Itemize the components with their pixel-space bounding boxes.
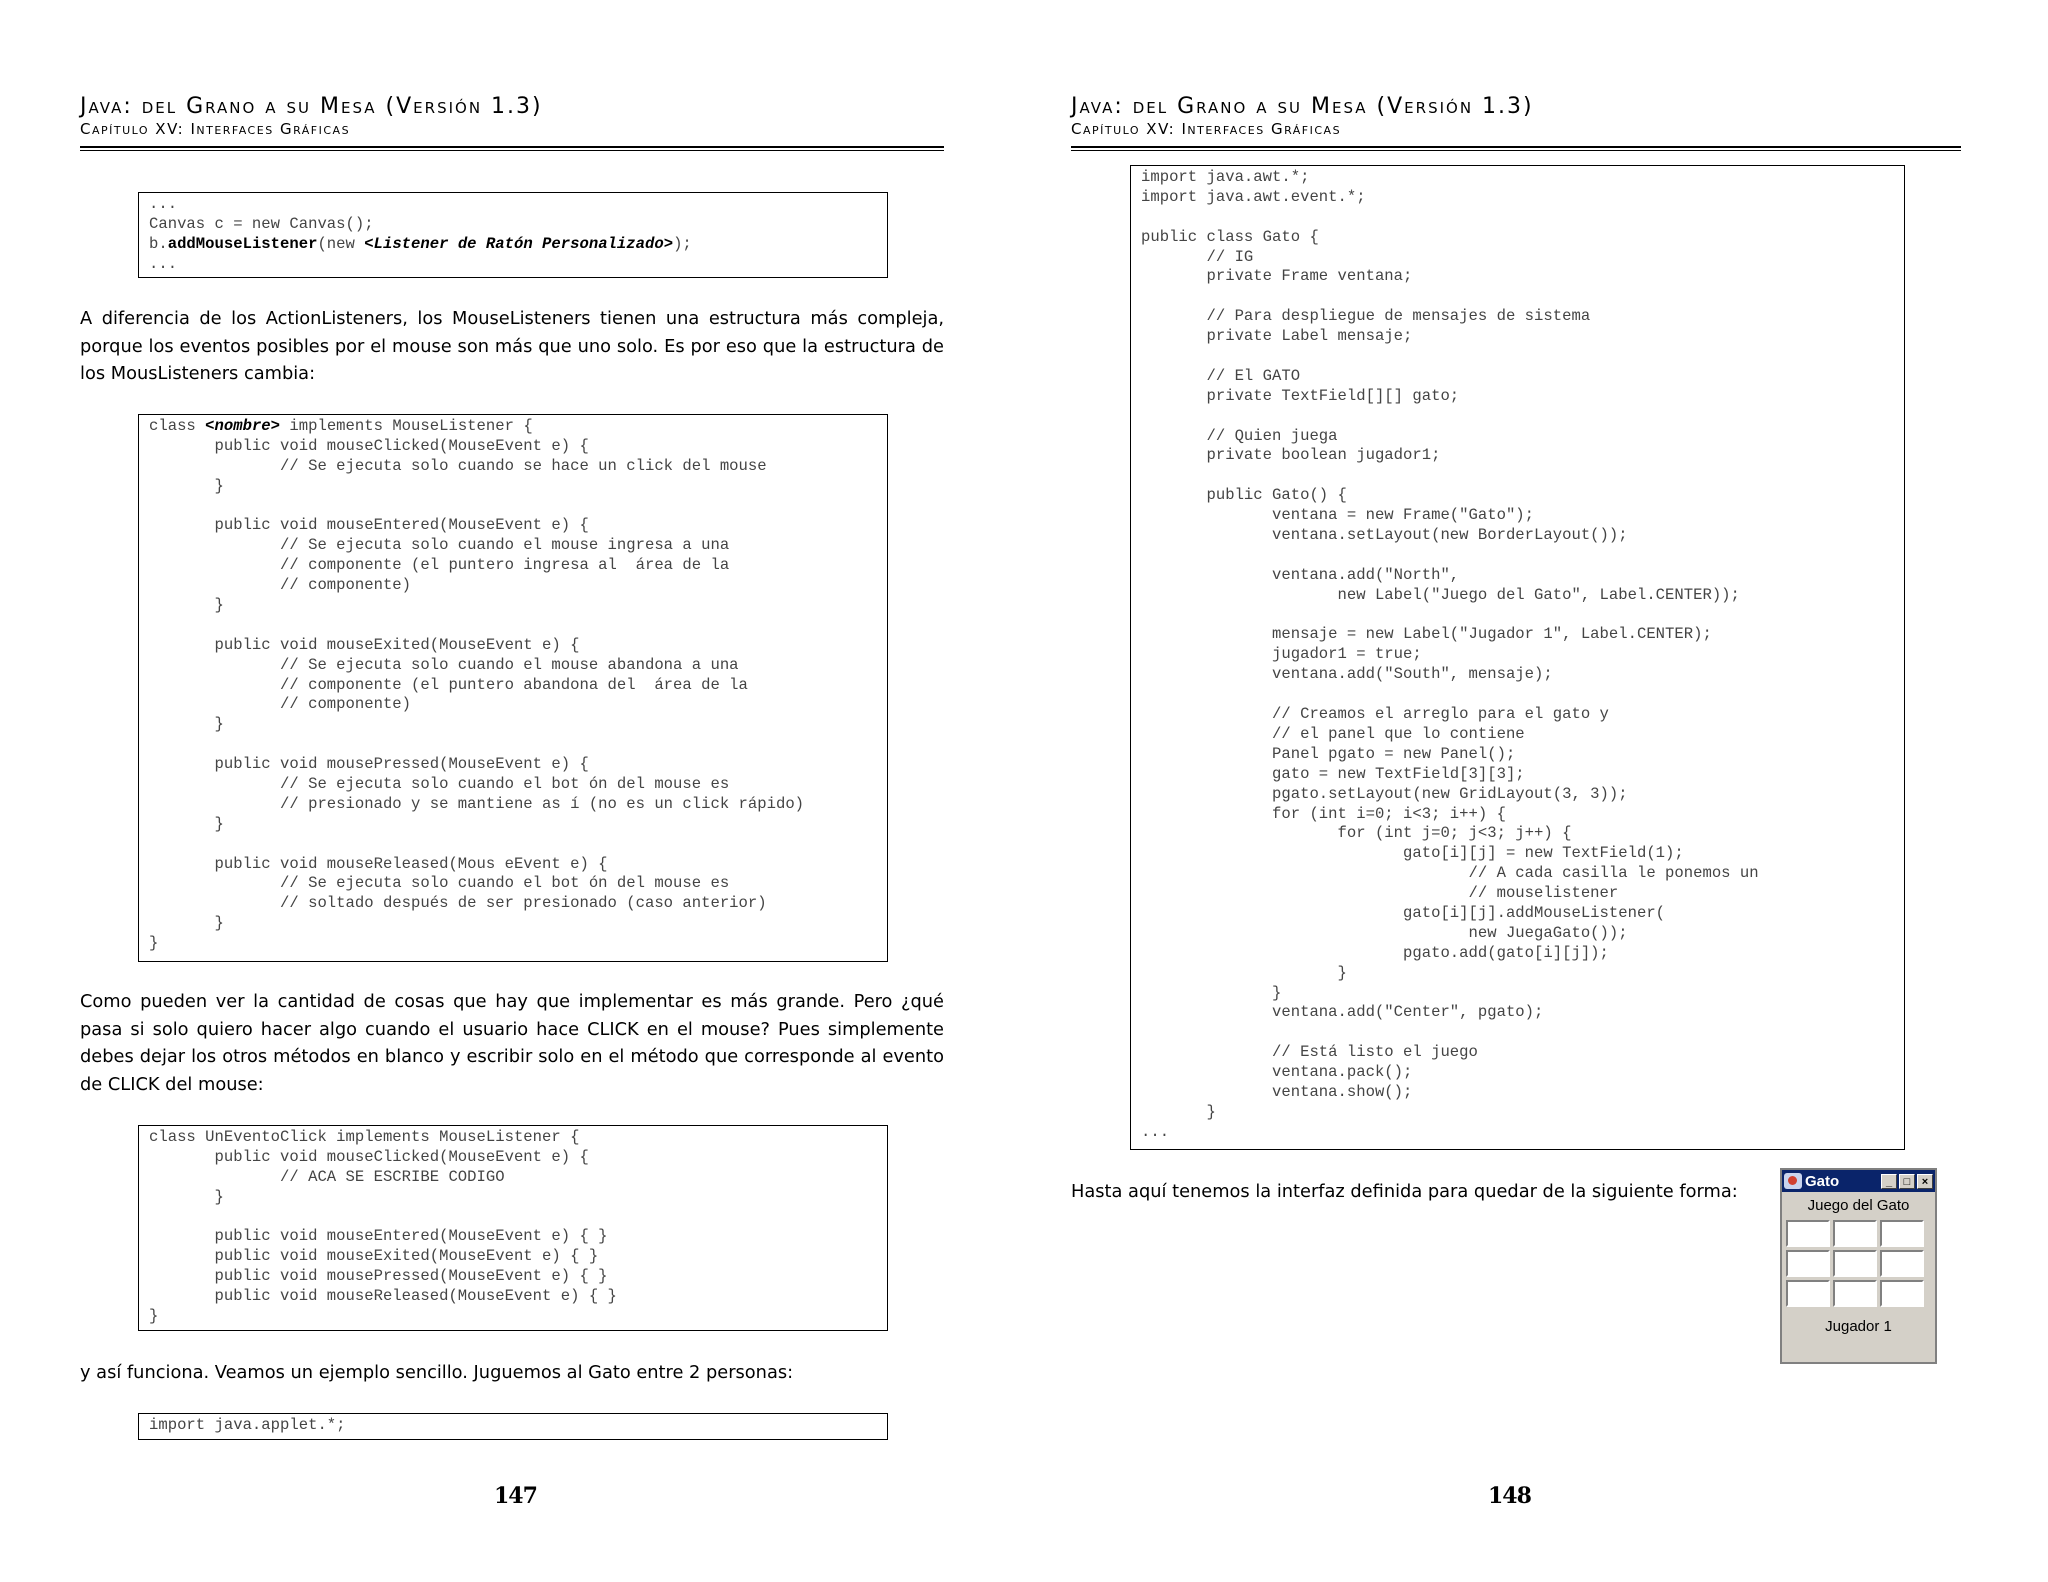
code-block-mouselistener-structure [138, 414, 888, 962]
code-line: ventana.add("North", [1141, 565, 1460, 584]
code-line: } [149, 476, 224, 495]
code-token: ); [673, 234, 692, 253]
paragraph-interfaz-definida: Hasta aquí tenemos la interfaz definida para quedar de la siguiente forma: [1071, 1181, 1738, 1202]
code-line: public void mouseReleased(Mous eEvent e) { [149, 854, 608, 873]
code-line: gato[i][j] = new TextField(1); [1141, 844, 1684, 863]
code-line: pgato.setLayout(new GridLayout(3, 3)); [1141, 784, 1628, 803]
code-line: // Se ejecuta solo cuando el bot ón del mouse es [149, 874, 730, 893]
code-token: <nombre> [205, 417, 281, 435]
header-rule [80, 146, 944, 151]
board-cell[interactable] [1880, 1250, 1924, 1277]
code-token: <Listener de Ratón Personalizado> [364, 234, 674, 253]
code-line: // presionado y se mantiene as í (no es un click rápido) [149, 794, 805, 813]
code-line: for (int i=0; i<3; i++) { [1141, 804, 1506, 823]
code-line: // mouselistener [1141, 884, 1619, 903]
code-line: ventana = new Frame("Gato"); [1141, 506, 1535, 525]
code-line: // Se ejecuta solo cuando el mouse abandona a una [149, 655, 739, 674]
header-title: Java: del Grano a su Mesa (Versión 1.3) [80, 94, 543, 119]
code-line: for (int j=0; j<3; j++) { [1141, 824, 1572, 843]
page-number-left: 147 [494, 1483, 537, 1509]
code-block-gato-class [1130, 165, 1905, 1150]
code-line: public void mouseClicked(MouseEvent e) { [149, 1147, 589, 1166]
code-line [149, 235, 877, 255]
code-line: } [149, 914, 224, 933]
code-line: class UnEventoClick implements MouseListener { [149, 1128, 580, 1146]
code-line: public void mouseClicked(MouseEvent e) { [149, 436, 589, 455]
right-page [1024, 0, 2048, 1582]
code-line: public void mouseExited(MouseEvent e) { } [149, 1247, 599, 1266]
code-line: import java.applet.*; [149, 1416, 346, 1434]
board-cell[interactable] [1833, 1250, 1877, 1277]
code-line: // el panel que lo contiene [1141, 724, 1525, 743]
code-line: } [1141, 983, 1282, 1002]
code-line: ventana.add("South", mensaje); [1141, 665, 1553, 684]
code-line: jugador1 = true; [1141, 645, 1422, 664]
code-line: // El GATO [1141, 366, 1301, 385]
header-title: Java: del Grano a su Mesa (Versión 1.3) [1071, 94, 1534, 119]
code-line: ventana.show(); [1141, 1082, 1413, 1101]
code-line [1141, 208, 1894, 228]
code-line [149, 616, 877, 636]
code-line [1141, 407, 1894, 427]
close-button[interactable]: × [1917, 1174, 1933, 1189]
header-subtitle: Capítulo XV: Interfaces Gráficas [80, 120, 351, 138]
code-line: } [1141, 963, 1347, 982]
code-block-import-applet [138, 1413, 888, 1440]
label-juego-del-gato: Juego del Gato [1807, 1197, 1910, 1214]
code-token: (new [317, 234, 365, 253]
code-line: } [149, 1187, 224, 1206]
code-line [149, 417, 877, 437]
code-line: public void mouseEntered(MouseEvent e) { } [149, 1227, 608, 1246]
code-line: // Se ejecuta solo cuando el bot ón del mouse es [149, 775, 730, 794]
code-line: ventana.add("Center", pgato); [1141, 1003, 1544, 1022]
code-line: } [149, 715, 224, 734]
code-line: // componente (el puntero abandona del área de la [149, 675, 748, 694]
header-rule [1071, 146, 1961, 151]
code-line [149, 497, 877, 517]
code-line: // A cada casilla le ponemos un [1141, 864, 1759, 883]
minimize-button[interactable]: _ [1881, 1174, 1897, 1189]
code-line: ... [149, 254, 178, 273]
code-line: public void mousePressed(MouseEvent e) { } [149, 1267, 608, 1286]
code-line [149, 835, 877, 855]
board-cell[interactable] [1833, 1220, 1877, 1247]
code-line: } [149, 1307, 159, 1326]
code-line: Panel pgato = new Panel(); [1141, 744, 1516, 763]
code-line: new Label("Juego del Gato", Label.CENTER)); [1141, 585, 1740, 604]
board-cell[interactable] [1786, 1280, 1830, 1307]
gato-window-screenshot [1780, 1168, 1937, 1364]
code-line: public void mouseEntered(MouseEvent e) { [149, 516, 589, 535]
code-line: public Gato() { [1141, 486, 1347, 505]
paragraph-mouselisteners-intro: A diferencia de los ActionListeners, los MouseListeners tienen una estructura más compleja, porque los eventos posibles por el mouse son más que uno solo. Es por eso que la estructura de los MousListeners cambia: [80, 308, 944, 384]
code-line: import java.awt.*; [1141, 168, 1310, 186]
code-line [1141, 347, 1894, 367]
code-line [149, 735, 877, 755]
code-line: public void mousePressed(MouseEvent e) { [149, 755, 589, 774]
code-line: // Quien juega [1141, 426, 1338, 445]
code-line: public class Gato { [1141, 227, 1319, 246]
code-line [1141, 606, 1894, 626]
code-line: new JuegaGato()); [1141, 923, 1628, 942]
code-line: // Creamos el arreglo para el gato y [1141, 705, 1609, 724]
code-line: // componente (el puntero ingresa al área de la [149, 556, 730, 575]
code-line: gato = new TextField[3][3]; [1141, 764, 1525, 783]
window-titlebar [1782, 1170, 1935, 1192]
code-block-addmouselistener [138, 192, 888, 278]
code-line [1141, 1023, 1894, 1043]
code-line: } [1141, 1102, 1216, 1121]
code-line [149, 1208, 877, 1228]
code-line: pgato.add(gato[i][j]); [1141, 943, 1609, 962]
code-line: } [149, 596, 224, 615]
code-line: // Para despliegue de mensajes de sistema [1141, 307, 1591, 326]
board-cell[interactable] [1880, 1280, 1924, 1307]
code-token: b. [149, 234, 168, 253]
window-title: Gato [1805, 1172, 1840, 1190]
maximize-button[interactable]: □ [1899, 1174, 1915, 1189]
board-cell[interactable] [1833, 1280, 1877, 1307]
code-line: Canvas c = new Canvas(); [149, 214, 374, 233]
code-block-uneventoclick [138, 1125, 888, 1331]
code-line: ... [149, 195, 178, 213]
code-line [1141, 287, 1894, 307]
board-cell[interactable] [1786, 1250, 1830, 1277]
code-line [1141, 466, 1894, 486]
code-line: // soltado después de ser presionado (caso anterior) [149, 894, 767, 913]
code-line: // Se ejecuta solo cuando se hace un click del mouse [149, 456, 767, 475]
paragraph-gato-example: y así funciona. Veamos un ejemplo sencillo. Juguemos al Gato entre 2 personas: [80, 1362, 794, 1383]
code-line: } [149, 934, 159, 953]
code-line: // Se ejecuta solo cuando el mouse ingresa a una [149, 536, 730, 555]
code-line: mensaje = new Label("Jugador 1", Label.CENTER); [1141, 625, 1712, 644]
code-line: ventana.pack(); [1141, 1063, 1413, 1082]
code-line: ... [1141, 1122, 1170, 1141]
code-line: private Label mensaje; [1141, 327, 1413, 346]
code-line: private TextField[][] gato; [1141, 386, 1460, 405]
code-line: gato[i][j].addMouseListener( [1141, 903, 1666, 922]
code-token: class [149, 417, 206, 435]
code-token: addMouseListener [167, 234, 318, 253]
code-line: // ACA SE ESCRIBE CODIGO [149, 1167, 505, 1186]
paragraph-click-event: Como pueden ver la cantidad de cosas que hay que implementar es más grande. Pero ¿qué pasa si solo quiero hacer algo cuando el usuario hace CLICK en el mouse? Pues simplemente debes dejar los otros métodos en blanco y escribir solo en el método que corresponde al evento de CLICK del mouse: [80, 991, 944, 1095]
board-cell[interactable] [1880, 1220, 1924, 1247]
code-token: implements MouseListener { [280, 417, 533, 435]
code-line: ventana.setLayout(new BorderLayout()); [1141, 526, 1628, 545]
code-line: } [149, 814, 224, 833]
code-line: private boolean jugador1; [1141, 446, 1441, 465]
code-line: private Frame ventana; [1141, 267, 1413, 286]
board-cell[interactable] [1786, 1220, 1830, 1247]
code-line: // Está listo el juego [1141, 1043, 1478, 1062]
label-jugador: Jugador 1 [1825, 1318, 1892, 1335]
code-line: // componente) [149, 576, 412, 595]
code-line: // componente) [149, 695, 412, 714]
code-line: // IG [1141, 247, 1254, 266]
gato-board [1782, 1220, 1935, 1307]
code-line: import java.awt.event.*; [1141, 187, 1366, 206]
java-cup-icon [1784, 1173, 1802, 1189]
page-number-right: 148 [1488, 1483, 1531, 1509]
code-line: public void mouseExited(MouseEvent e) { [149, 635, 580, 654]
code-line: public void mouseReleased(MouseEvent e) { } [149, 1287, 617, 1306]
code-line [1141, 685, 1894, 705]
code-line [1141, 546, 1894, 566]
header-subtitle: Capítulo XV: Interfaces Gráficas [1071, 120, 1342, 138]
